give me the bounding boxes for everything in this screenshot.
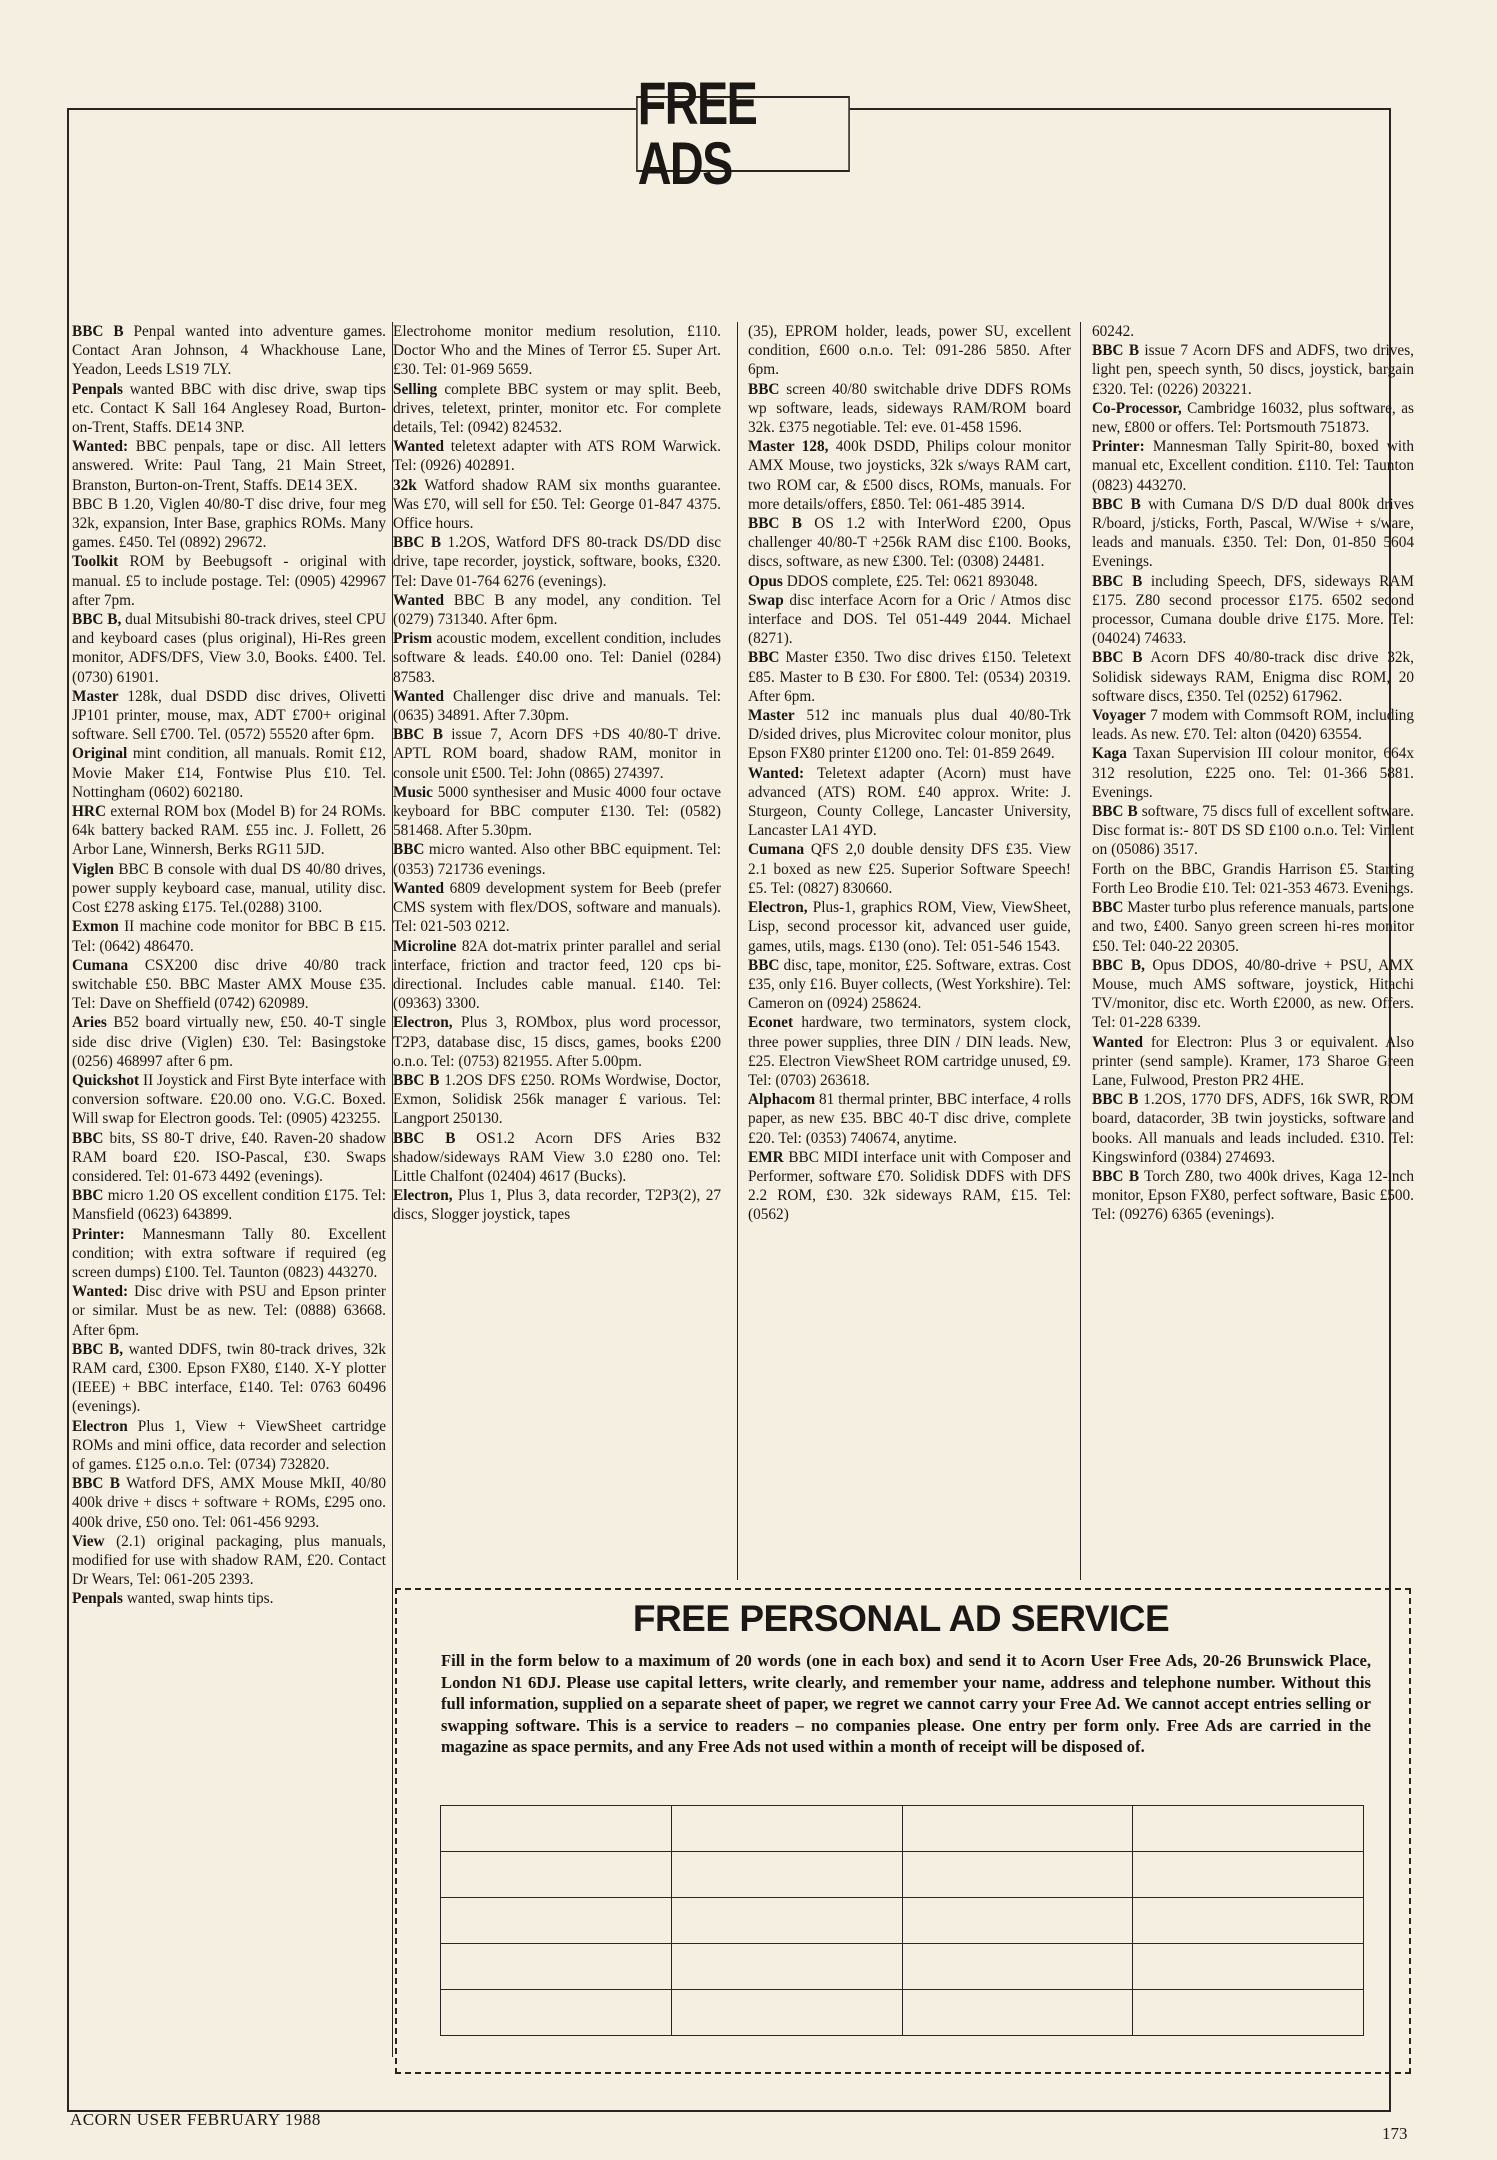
ad-text: complete BBC system or may split. Beeb, drives, teletext, printer, monitor etc. For complete details, Tel: (0942) 824532. [393, 380, 721, 437]
ad-text: ROM by Beebugsoft - original with manual. £5 to include postage. Tel: (0905) 429967 after 7pm. [72, 553, 386, 609]
ad-lead-word: BBC [72, 1129, 104, 1147]
classified-ad [72, 1129, 386, 1187]
classified-ad [1092, 572, 1414, 649]
ad-text: OS 1.2 with InterWord £200, Opus challenger 40/80-T +256k RAM disc £100. Books, discs, software, as new £300. Tel: (0308) 24481. [748, 515, 1071, 571]
classified-ad [393, 725, 721, 783]
ad-lead-word: Original [72, 745, 128, 763]
ad-text: 1.2OS, 1770 DFS, ADFS, 16k SWR, ROM board, datacorder, 3B twin joysticks, software and books. All manuals and leads included. £310. Tel: Kingswinford (0384) 274693. [1092, 1091, 1414, 1166]
ad-lead-word: BBC B, [72, 1340, 124, 1358]
ad-lead-word: Printer: [72, 1225, 125, 1243]
ad-lead-word: HRC [72, 803, 106, 821]
ad-text: B52 board virtually new, £50. 40-T single side disc drive (Viglen) £30. Tel: Basingstoke (0256) 468997 after 6 pm. [72, 1014, 386, 1070]
ad-text: BBC B any model, any condition. Tel (0279) 731340. After 6pm. [393, 591, 721, 629]
ad-text: Teletext adapter (Acorn) must have advanced (ATS) ROM. £40 approx. Write: J. Sturgeon, County College, Lancaster University, Lancaster LA1 4YD. [748, 764, 1071, 840]
word-entry-box[interactable] [902, 1806, 1133, 1852]
classified-ad [1092, 898, 1414, 956]
ad-lead-word: Electron, [393, 1187, 453, 1205]
classified-ad [1092, 956, 1414, 1033]
classified-ad [393, 629, 721, 687]
ad-text: teletext adapter with ATS ROM Warwick. Tel: (0926) 402891. [393, 438, 721, 475]
classified-ad [72, 552, 386, 610]
classified-ad [393, 1071, 721, 1129]
classified-ad [393, 1186, 721, 1224]
ads-column-1 [72, 322, 393, 2057]
ad-lead-word: BBC B [1092, 1167, 1140, 1185]
ad-lead-word: Penpals [72, 1590, 123, 1608]
ad-text: Forth on the BBC, Grandis Harrison £5. Starting Forth Leo Brodie £10. Tel: 021-353 4673. Evenings. [1092, 860, 1414, 897]
ad-lead-word: Microline [393, 937, 457, 955]
ad-lead-word: BBC [72, 1187, 104, 1205]
magazine-footer: ACORN USER FEBRUARY 1988 [70, 2110, 321, 2129]
word-entry-box[interactable] [441, 1944, 672, 1990]
ad-lead-word: Aries [72, 1014, 107, 1032]
classified-ad [748, 648, 1071, 706]
classified-ad [72, 860, 386, 918]
ad-lead-word: Cumana [748, 841, 805, 859]
ad-text: with Cumana D/S D/D dual 800k drives R/board, j/sticks, Forth, Pascal, W/Wise + s/ware, leads and manuals. £350. Tel: Don, 01-850 5604 Evenings. [1092, 495, 1414, 571]
classified-ad [748, 840, 1071, 898]
column-divider [1080, 322, 1081, 1580]
ad-lead-word: Master 128, [748, 438, 829, 456]
ad-lead-word: Master [72, 687, 119, 705]
ad-lead-word: Music [393, 783, 433, 801]
ad-text: for Electron: Plus 3 or equivalent. Also printer (send sample). Kramer, 173 Sharoe Green Lane, Fulwood, Preston PR2 4HE. [1092, 1033, 1414, 1089]
ad-lead-word: Kaga [1092, 745, 1127, 763]
word-entry-row [441, 1806, 1364, 1852]
ad-lead-word: BBC B, [1092, 956, 1145, 974]
ad-lead-word: Master [748, 707, 795, 725]
ad-text: wanted DDFS, twin 80-track drives, 32k RAM card, £300. Epson FX80, £140. X-Y plotter (IEEE) + BBC interface, £140. Tel: 0763 60496 (evenings). [72, 1340, 386, 1416]
classified-ad [1092, 1167, 1414, 1225]
word-entry-box[interactable] [902, 1990, 1133, 2036]
word-entry-box[interactable] [671, 1898, 902, 1944]
ad-text: Master £350. Two disc drives £150. Teletext £85. Master to B £30. For £800. Tel: (0534) 20319. After 6pm. [748, 649, 1071, 705]
form-heading: FREE PERSONAL AD SERVICE [632, 1598, 1170, 1639]
classified-ad [393, 437, 721, 475]
ad-lead-word: Voyager [1092, 707, 1146, 725]
classified-ad [393, 533, 721, 591]
ad-text: QFS 2,0 double density DFS £35. View 2.1 boxed as new £25. Superior Software Speech! £5. Tel: (0827) 830660. [748, 841, 1071, 897]
ad-lead-word: Wanted [393, 687, 444, 705]
classified-ad [393, 840, 721, 878]
ad-lead-word: BBC B [1092, 803, 1138, 821]
classified-ad [1092, 399, 1414, 437]
classified-ad [72, 610, 386, 687]
ad-lead-word: Alphacom [748, 1091, 816, 1109]
classified-ad [72, 380, 386, 438]
ad-lead-word: 32k [393, 476, 417, 494]
ad-lead-word: Selling [393, 380, 438, 398]
classified-ad [748, 1148, 1071, 1225]
ad-text: 5000 synthesiser and Music 4000 four octave keyboard for BBC computer £130. Tel: (0582) 581468. After 5.30pm. [393, 783, 721, 840]
ad-lead-word: Swap [748, 591, 784, 609]
ad-text: Plus 1, Plus 3, data recorder, T2P3(2), 27 discs, Slogger joystick, tapes [393, 1187, 721, 1224]
classified-ad [1092, 1033, 1414, 1091]
classified-ad [72, 956, 386, 1014]
classified-ad [72, 1186, 386, 1224]
classified-ad [748, 322, 1071, 380]
ad-text: Cambridge 16032, plus software, as new, £800 or offers. Tel: Portsmouth 751873. [1092, 399, 1414, 437]
classified-ad [72, 917, 386, 955]
ad-text: II Joystick and First Byte interface with conversion software. £20.00 ono. V.G.C. Boxed. Will swap for Electron goods. Tel: (0905) 423255. [72, 1071, 386, 1128]
ad-lead-word: Wanted: [72, 438, 129, 456]
ad-lead-word: Electron [72, 1417, 128, 1435]
classified-ad [748, 1090, 1071, 1148]
ad-text: Challenger disc drive and manuals. Tel: (0635) 34891. After 7.30pm. [393, 687, 721, 725]
ad-text: 6809 development system for Beeb (prefer CMS system with flex/DOS, software and manuals). Tel: 021-503 0212. [393, 879, 721, 936]
classified-ad [393, 1013, 721, 1071]
ad-lead-word: BBC [748, 649, 780, 667]
ad-text: BBC MIDI interface unit with Composer and Performer, software £70. Solidisk DDFS with DFS 2.2 ROM, £30. 32k sideways RAM, £15. Tel: (0562) [748, 1148, 1071, 1224]
ad-text: screen 40/80 switchable drive DDFS ROMs wp software, leads, sideways RAM/ROM board 32k. £375 negotiable. Tel: eve. 01-458 1596. [748, 380, 1071, 437]
ad-text: issue 7, Acorn DFS +DS 40/80-T drive. APTL ROM board, shadow RAM, monitor in console unit £500. Tel: John (0865) 274397. [393, 726, 721, 782]
ad-lead-word: BBC B [1092, 495, 1141, 513]
ad-lead-word: BBC B [1092, 649, 1143, 667]
word-entry-box[interactable] [671, 1944, 902, 1990]
classified-ad [748, 437, 1071, 514]
ad-lead-word: Wanted: [72, 1283, 129, 1301]
classified-ad [72, 1282, 386, 1340]
ad-text: BBC B 1.20, Viglen 40/80-T disc drive, four meg 32k, expansion, Inter Base, graphics ROMs. Many games. £450. Tel (0892) 29672. [72, 495, 386, 552]
classified-ad [1092, 322, 1414, 341]
word-entry-row [441, 1898, 1364, 1944]
word-entry-row [441, 1944, 1364, 1990]
ad-text: OS1.2 Acorn DFS Aries B32 shadow/sideways RAM View 3.0 £280 ono. Tel: Little Chalfont (02404) 4617 (Bucks). [393, 1129, 721, 1185]
classified-ad [393, 476, 721, 534]
word-entry-box[interactable] [441, 1990, 672, 2036]
classified-ad [72, 687, 386, 745]
word-entry-box[interactable] [671, 1806, 902, 1852]
word-entry-box[interactable] [441, 1898, 672, 1944]
ad-text: 7 modem with Commsoft ROM, including leads. As new. £70. Tel: alton (0420) 63554. [1092, 707, 1414, 744]
ad-text: Plus-1, graphics ROM, View, ViewSheet, Lisp, second processor kit, advanced user guide, games, utils, mags. £130 (ono). Tel: 051-546 1543. [748, 899, 1071, 955]
ad-text: CSX200 disc drive 40/80 track switchable £50. BBC Master AMX Mouse £35. Tel: Dave on Sheffield (0742) 620989. [72, 956, 386, 1013]
ad-lead-word: Printer: [1092, 438, 1145, 456]
ad-text: Master turbo plus reference manuals, parts one and two, £400. Sanyo green screen hi-res monitor £50. Tel: 040-22 20305. [1092, 899, 1414, 955]
ad-text: software, 75 discs full of excellent software. Disc format is:- 80T DS SD £100 o.n.o. Tel: Vinlent on (05086) 3517. [1092, 803, 1414, 859]
ad-text: mint condition, all manuals. Romit £12, Movie Maker £14, Fontwise Plus £10. Tel. Nottingham (0602) 602180. [72, 745, 386, 801]
classified-ad [393, 783, 721, 841]
word-entry-row [441, 1852, 1364, 1898]
ad-text: micro 1.20 OS excellent condition £175. Tel: Mansfield (0623) 643899. [72, 1187, 386, 1224]
ad-text: Penpal wanted into adventure games. Contact Aran Johnson, 4 Whackhouse Lane, Yeadon, Leeds LS19 7LY. [72, 323, 386, 379]
classified-ad [393, 591, 721, 629]
ad-lead-word: View [72, 1532, 105, 1550]
page-number: 173 [1382, 2124, 1408, 2143]
classified-ad [72, 744, 386, 802]
ad-lead-word: BBC B [393, 1071, 440, 1089]
ad-text: 400k DSDD, Philips colour monitor AMX Mouse, two joysticks, 32k s/ways RAM cart, two ROM car, & £500 discs, ROMs, manuals. For more details/offers, £850. Tel: 061-485 3914. [748, 438, 1071, 513]
classified-ad [748, 898, 1071, 956]
ad-lead-word: Co-Processor, [1092, 399, 1182, 417]
ad-text: Acorn DFS 40/80-track disc drive 32k, Solidisk sideways RAM, Enigma disc ROM, 20 software discs, £350. Tel (0252) 617962. [1092, 649, 1414, 705]
word-entry-box[interactable] [1133, 1990, 1364, 2036]
ad-text: bits, SS 80-T drive, £40. Raven-20 shadow RAM board £20. ISO-Pascal, £30. Swaps considered. Tel: 01-673 4492 (evenings). [72, 1129, 386, 1185]
word-entry-box[interactable] [671, 1852, 902, 1898]
classified-ad [72, 1013, 386, 1071]
ad-text: issue 7 Acorn DFS and ADFS, two drives, light pen, speech synth, 50 discs, joystick, bargain £320. Tel: (0226) 203221. [1092, 342, 1414, 398]
ad-lead-word: Wanted [393, 438, 444, 456]
form-instructions: Fill in the form below to a maximum of 20 words (one in each box) and send it to Acorn User Free Ads, 20-26 Brunswick Place, London N1 6DJ. Please use capital letters, write clearly, and remember your name, address and telephone number. Without this full information, supplied on a separate sheet of paper, we regret we cannot carry your Free Ad. We cannot accept entries selling or swapping software. This is a service to readers – no companies please. One entry per form only. Free Ads are carried in the magazine as space permits, and any Free Ads not used within a month of receipt will be disposed of. [441, 1651, 1371, 1756]
ad-lead-word: Viglen [72, 860, 114, 878]
ads-column-3 [748, 322, 1071, 1582]
ad-text: (35), EPROM holder, leads, power SU, excellent condition, £600 o.n.o. Tel: 091-286 5850. After 6pm. [748, 323, 1071, 379]
classified-ad [1092, 648, 1414, 706]
ad-text: Watford shadow RAM six months guarantee. Was £70, will sell for £50. Tel: George 01-847 4375. Office hours. [393, 476, 721, 533]
word-entry-box[interactable] [902, 1852, 1133, 1898]
word-entry-box[interactable] [1133, 1898, 1364, 1944]
ad-text: BBC B console with dual DS 40/80 drives, power supply keyboard case, manual, utility disc. Cost £278 asking £175. Tel.(0288) 3100. [72, 860, 386, 917]
ad-text: Opus DDOS, 40/80-drive + PSU, AMX Mouse, much AMS software, joystick, Hitachi TV/monitor, disc etc. Worth £2000, as new. Offers. Tel: 01-228 6339. [1092, 956, 1414, 1032]
ad-text: 1.2OS, Watford DFS 80-track DS/DD disc drive, tape recorder, joystick, software, books, £320. Tel: Dave 01-764 6276 (evenings). [393, 534, 721, 590]
classified-ad [72, 1532, 386, 1590]
ad-lead-word: BBC B [1092, 1091, 1139, 1109]
ad-lead-word: BBC B [393, 534, 442, 552]
word-entry-grid [440, 1805, 1364, 2036]
ad-lead-word: Electron, [748, 899, 808, 917]
ad-lead-word: BBC B [393, 1129, 456, 1147]
classified-ad [1092, 437, 1414, 495]
word-entry-box[interactable] [1133, 1852, 1364, 1898]
ad-lead-word: BBC [748, 956, 780, 974]
ad-text: micro wanted. Also other BBC equipment. Tel: (0353) 721736 evenings. [393, 841, 721, 878]
ad-lead-word: EMR [748, 1148, 784, 1166]
ad-text: 60242. [1092, 323, 1135, 340]
ad-text: acoustic modem, excellent condition, includes software & leads. £40.00 ono. Tel: Daniel (0284) 87583. [393, 630, 721, 686]
classified-ad [748, 572, 1071, 591]
classified-ad [72, 1417, 386, 1475]
classified-ad [72, 322, 386, 380]
word-entry-box[interactable] [902, 1944, 1133, 1990]
classified-ad [1092, 341, 1414, 399]
classified-ad [393, 1129, 721, 1187]
classified-ad [1092, 802, 1414, 860]
classified-ad [72, 1071, 386, 1129]
classified-ad [72, 1225, 386, 1283]
classified-ad [1092, 744, 1414, 802]
ad-lead-word: Wanted [1092, 1033, 1143, 1051]
ad-lead-word: Wanted: [748, 764, 805, 782]
ad-text: Plus 3, ROMbox, plus word processor, T2P3, database disc, 15 discs, games, books £200 o.n.o. Tel: (0753) 821955. After 5.00pm. [393, 1014, 721, 1070]
page-title: FREE ADS [636, 96, 850, 172]
word-entry-box[interactable] [671, 1990, 902, 2036]
ad-lead-word: BBC B [393, 726, 443, 744]
classified-ad [393, 322, 721, 380]
classified-ad [393, 937, 721, 1014]
ad-lead-word: BBC [748, 380, 780, 398]
classified-ad [72, 437, 386, 495]
ad-lead-word: Cumana [72, 956, 129, 974]
word-entry-box[interactable] [1133, 1806, 1364, 1852]
ad-text: Disc drive with PSU and Epson printer or similar. Must be as new. Tel: (0888) 63668. After 6pm. [72, 1283, 386, 1339]
word-entry-row [441, 1990, 1364, 2036]
classified-ad [748, 1013, 1071, 1090]
ad-lead-word: BBC B [1092, 342, 1140, 360]
classified-ad [72, 495, 386, 553]
word-entry-box[interactable] [441, 1806, 672, 1852]
ad-text: 81 thermal printer, BBC interface, 4 rolls paper, as new £35. BBC 40-T disc drive, complete £20. Tel: (0353) 740674, anytime. [748, 1091, 1071, 1147]
ads-column-4 [1092, 322, 1414, 1582]
classified-ad [393, 879, 721, 937]
ad-text: Plus 1, View + ViewSheet cartridge ROMs and mini office, data recorder and selection of games. £125 o.n.o. Tel: (0734) 732820. [72, 1417, 386, 1473]
ad-lead-word: BBC B, [72, 611, 122, 629]
classified-ad [1092, 706, 1414, 744]
classified-ad [748, 764, 1071, 841]
ad-text: Mannesman Tally Spirit-80, boxed with manual etc, Excellent condition. £110. Tel: Taunton (0823) 443270. [1092, 438, 1414, 494]
classified-ad [72, 802, 386, 860]
ad-lead-word: BBC B [72, 1475, 120, 1493]
ad-text: 512 inc manuals plus dual 40/80-Trk D/sided drives, plus Microvitec colour monitor, plus Epson FX80 printer £1200 ono. Tel: 01-859 2649. [748, 707, 1071, 763]
ad-text: disc interface Acorn for a Oric / Atmos disc interface and DOS. Tel 051-449 2044. Michael (8271). [748, 591, 1071, 648]
ad-text: disc, tape, monitor, £25. Software, extras. Cost £35, only £16. Buyer collects, (West Yorkshire). Tel: Cameron on (0924) 258624. [748, 956, 1071, 1013]
ad-lead-word: BBC B [72, 323, 124, 340]
ad-lead-word: BBC [393, 841, 425, 859]
ad-text: 1.2OS DFS £250. ROMs Wordwise, Doctor, Exmon, Solidisk 256k manager £ various. Tel: Langport 250130. [393, 1071, 721, 1128]
ad-text: Torch Z80, two 400k drives, Kaga 12-inch monitor, Epson FX80, perfect software, Basic £500. Tel: (09276) 6365 (evenings). [1092, 1167, 1414, 1224]
ad-text: DDOS complete, £25. Tel: 0621 893048. [782, 572, 1038, 590]
ad-lead-word: Prism [393, 630, 433, 648]
ad-text: Watford DFS, AMX Mouse MkII, 40/80 400k drive + discs + software + ROMs, £295 ono. 400k drive, £50 ono. Tel: 061-456 9293. [72, 1475, 386, 1531]
ad-lead-word: Wanted [393, 591, 444, 609]
ad-text: external ROM box (Model B) for 24 ROMs. 64k battery backed RAM. £55 inc. J. Follett, 26 Arbor Lane, Winnersh, Berks RG11 5JD. [72, 803, 386, 859]
classified-ad [1092, 1090, 1414, 1167]
classified-ad [72, 1589, 386, 1608]
ad-text: Electrohome monitor medium resolution, £110. Doctor Who and the Mines of Terror £5. Super Art. £30. Tel: 01-969 5659. [393, 323, 721, 379]
ad-lead-word: BBC [1092, 899, 1124, 917]
classified-ad [748, 706, 1071, 764]
ad-text: II machine code monitor for BBC B £15. Tel: (0642) 486470. [72, 918, 386, 955]
ad-text: (2.1) original packaging, plus manuals, modified for use with shadow RAM, £20. Contact Dr Wears, Tel: 061-205 2393. [72, 1532, 386, 1589]
classified-ad [748, 514, 1071, 572]
classified-ad [72, 1474, 386, 1532]
classified-ad [748, 591, 1071, 649]
ad-lead-word: Penpals [72, 380, 123, 398]
ad-lead-word: Econet [748, 1014, 794, 1032]
classified-ad [393, 380, 721, 438]
classified-ad [72, 1340, 386, 1417]
ad-lead-word: BBC B [1092, 572, 1143, 590]
ad-text: 82A dot-matrix printer parallel and serial interface, friction and tractor feed, 120 cps bi-directional. Includes cable manual. £140. Tel: (09363) 3300. [393, 937, 721, 1013]
ad-text: hardware, two terminators, system clock, three power supplies, three DIN / DIN leads. New, £25. Electron ViewSheet ROM cartridge unused, £9. Tel: (0703) 263618. [748, 1014, 1071, 1089]
ad-lead-word: BBC B [748, 515, 802, 533]
classified-ad [748, 380, 1071, 438]
classified-ad [1092, 495, 1414, 572]
ad-text: wanted BBC with disc drive, swap tips etc. Contact K Sall 164 Anglesey Road, Burton-on-Trent, Staffs. DE14 3NP. [72, 380, 386, 437]
ad-lead-word: Exmon [72, 918, 119, 936]
ad-text: wanted, swap hints tips. [123, 1590, 274, 1608]
ad-lead-word: Quickshot [72, 1071, 140, 1089]
word-entry-box[interactable] [441, 1852, 672, 1898]
ad-text: Taxan Supervision III colour monitor, 664x 312 resolution, £225 ono. Tel: 01-366 5881. Evenings. [1092, 745, 1414, 801]
ad-lead-word: Toolkit [72, 553, 119, 571]
ad-lead-word: Opus [748, 572, 783, 590]
classified-ad [1092, 860, 1414, 898]
ad-lead-word: Wanted [393, 879, 444, 897]
classified-ad [393, 687, 721, 725]
ad-text: 128k, dual DSDD disc drives, Olivetti JP101 printer, mouse, max, ADT £700+ original software. Sell £700. Tel. (0572) 55520 after 6pm. [72, 687, 386, 744]
ad-text: including Speech, DFS, sideways RAM £175. Z80 second processor £175. 6502 second processor, Cumana double drive £175. More. Tel: (04024) 74633. [1092, 572, 1414, 648]
word-entry-box[interactable] [1133, 1944, 1364, 1990]
classified-ad [748, 956, 1071, 1014]
column-divider [737, 322, 738, 1580]
ad-lead-word: Electron, [393, 1014, 453, 1032]
word-entry-box[interactable] [902, 1898, 1133, 1944]
ad-text: Mannesmann Tally 80. Excellent condition; with extra software if required (eg screen dumps) £100. Tel. Taunton (0823) 443270. [72, 1225, 386, 1281]
ad-text: dual Mitsubishi 80-track drives, steel CPU and keyboard cases (plus original), Hi-Res green monitor, ADFS/DFS, View 3.0, Books. £400. Tel. (0730) 61901. [72, 611, 387, 686]
ad-text: BBC penpals, tape or disc. All letters answered. Write: Paul Tang, 21 Main Street, Branston, Burton-on-Trent, Staffs. DE14 3EX. [72, 438, 386, 494]
